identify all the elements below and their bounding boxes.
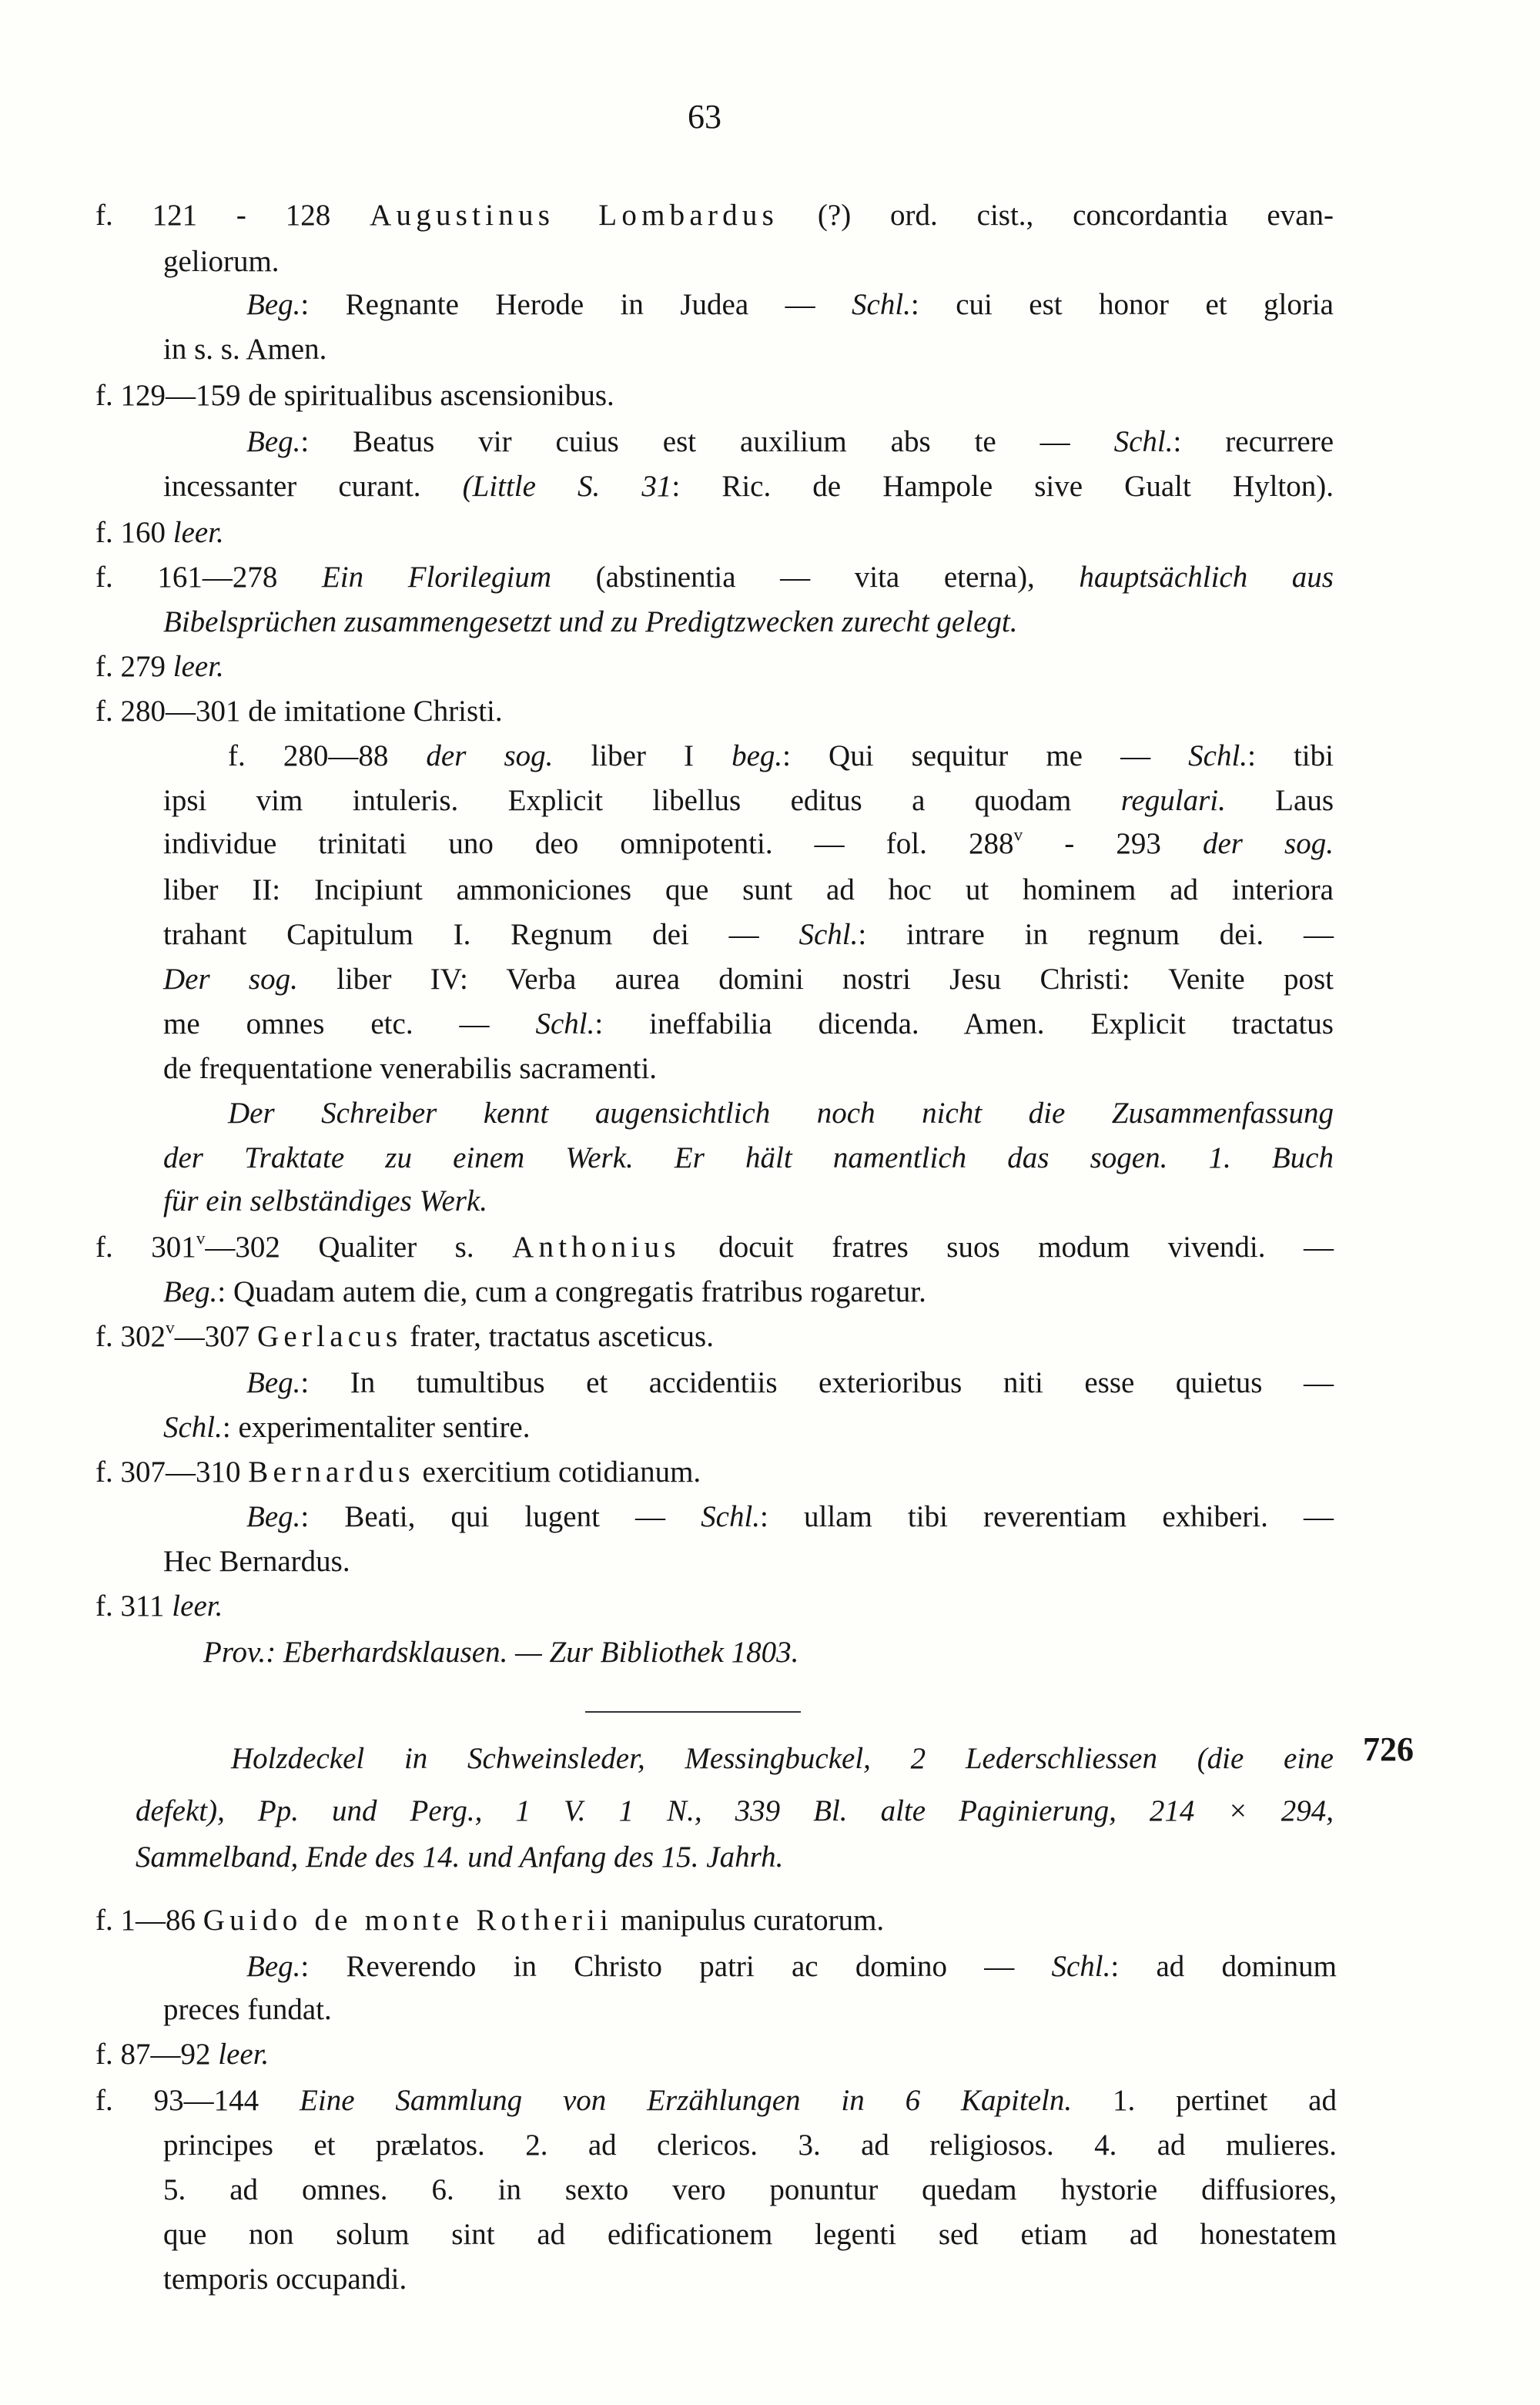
italic-text: der sog. bbox=[1202, 827, 1334, 860]
spaced-name: Augustinus Lombardus bbox=[370, 199, 779, 232]
text-line bbox=[163, 601, 1017, 644]
text-segment: individue trinitati uno deo omnipotenti. — fol. 288 bbox=[163, 827, 1014, 860]
text-segment: : ullam tibi reverentiam exhiberi. — bbox=[760, 1500, 1334, 1533]
italic-text: für ein selbständiges Werk. bbox=[163, 1184, 488, 1218]
italic-text: Beg. bbox=[246, 1950, 301, 1983]
text-line bbox=[95, 556, 1334, 599]
page-number: 63 bbox=[688, 98, 721, 136]
italic-text: Der sog. bbox=[163, 963, 298, 996]
text-line bbox=[163, 465, 1334, 508]
spaced-name: Guido de monte Rotherii bbox=[203, 1904, 614, 1937]
text-segment: f. 1—86 bbox=[95, 1904, 203, 1937]
text-segment: trahant Capitulum I. Regnum dei — bbox=[163, 918, 799, 951]
italic-text: (Little S. 31 bbox=[462, 470, 672, 503]
italic-text: leer. bbox=[172, 650, 224, 683]
italic-text: leer. bbox=[218, 2038, 270, 2071]
text-line bbox=[163, 822, 1334, 866]
text-segment: f. 87—92 bbox=[95, 2038, 219, 2071]
text-segment: 5. ad omnes. 6. in sexto vero ponuntur quedam hystorie diffusiores, bbox=[163, 2173, 1337, 2206]
italic-text: der Traktate zu einem Werk. Er hält namentlich das sogen. 1. Buch bbox=[163, 1141, 1334, 1174]
italic-text: Beg. bbox=[163, 1275, 218, 1308]
text-line bbox=[163, 958, 1334, 1001]
italic-text: Schl. bbox=[701, 1500, 761, 1533]
text-segment: f. 302 bbox=[95, 1320, 166, 1353]
text-line bbox=[163, 328, 326, 371]
text-segment: Hec Bernardus. bbox=[163, 1545, 350, 1578]
italic-text: Schl. bbox=[798, 918, 859, 951]
text-line bbox=[163, 869, 1334, 912]
text-segment: : Regnante Herode in Judea — bbox=[300, 288, 852, 321]
italic-text: leer. bbox=[172, 1589, 223, 1623]
text-line bbox=[163, 1003, 1334, 1046]
text-segment: —307 bbox=[174, 1320, 257, 1353]
spaced-name: Bernardus bbox=[248, 1455, 415, 1489]
superscript: v bbox=[196, 1228, 206, 1249]
text-segment: : ad dominum bbox=[1110, 1950, 1337, 1983]
section-divider bbox=[585, 1711, 801, 1713]
text-segment: 1. pertinet ad bbox=[1072, 2084, 1337, 2117]
text-line bbox=[95, 2033, 269, 2076]
italic-text: Beg. bbox=[246, 425, 301, 458]
text-line bbox=[246, 1496, 1334, 1539]
text-line bbox=[163, 2124, 1337, 2167]
text-segment: : recurrere bbox=[1173, 425, 1334, 458]
italic-text: Beg. bbox=[246, 288, 301, 321]
text-line bbox=[95, 1451, 701, 1494]
text-line bbox=[163, 2169, 1337, 2212]
text-line bbox=[163, 1137, 1334, 1180]
italic-text: Eine Sammlung von Erzählungen in 6 Kapiteln. bbox=[300, 2084, 1073, 2117]
italic-text: Bibelsprüchen zusammengesetzt und zu Predigtzwecken zurecht gelegt. bbox=[163, 605, 1018, 638]
text-segment: exercitium cotidianum. bbox=[414, 1455, 701, 1489]
text-segment: : ineffabilia dicenda. Amen. Explicit tractatus bbox=[594, 1007, 1334, 1040]
text-segment: frater, tractatus asceticus. bbox=[402, 1320, 714, 1353]
italic-text: leer. bbox=[172, 516, 224, 549]
text-line bbox=[136, 1836, 783, 1879]
text-line bbox=[246, 283, 1334, 327]
italic-text: regulari. bbox=[1120, 784, 1226, 817]
italic-text: beg. bbox=[732, 739, 783, 772]
text-line bbox=[163, 1271, 926, 1314]
text-line bbox=[163, 913, 1334, 956]
text-segment: liber IV: Verba aurea domini nostri Jesu Christi: Venite post bbox=[297, 963, 1334, 996]
text-segment: que non solum sint ad edificationem legenti sed etiam ad honestatem bbox=[163, 2218, 1337, 2251]
italic-text: Schl. bbox=[535, 1007, 595, 1040]
italic-text: Der Schreiber kennt augensichtlich noch nicht die Zusammenfassung bbox=[228, 1097, 1334, 1130]
text-segment: geliorum. bbox=[163, 245, 280, 278]
text-line bbox=[246, 420, 1334, 464]
italic-text: Schl. bbox=[1188, 739, 1248, 772]
italic-text: hauptsächlich aus bbox=[1079, 561, 1334, 594]
text-segment: f. 129—159 de spiritualibus ascensionibus. bbox=[95, 379, 614, 412]
italic-text: Ein Florilegium bbox=[321, 561, 552, 594]
text-line bbox=[95, 1899, 884, 1942]
italic-text: Beg. bbox=[246, 1366, 301, 1399]
text-line bbox=[231, 1737, 1334, 1780]
text-segment: manipulus curatorum. bbox=[613, 1904, 885, 1937]
text-segment: f. 280—88 bbox=[228, 739, 427, 772]
text-segment: incessanter curant. bbox=[163, 470, 463, 503]
spaced-name: Gerlacus bbox=[256, 1320, 403, 1353]
text-line bbox=[163, 1180, 487, 1223]
text-line bbox=[163, 2258, 407, 2301]
text-line bbox=[163, 240, 280, 283]
text-segment: —302 Qualiter s. bbox=[205, 1231, 513, 1264]
text-segment: f. 301 bbox=[95, 1231, 196, 1264]
text-segment: temporis occupandi. bbox=[163, 2263, 407, 2296]
text-line bbox=[95, 1585, 223, 1628]
text-segment: ipsi vim intuleris. Explicit libellus editus a quodam bbox=[163, 784, 1121, 817]
text-line bbox=[95, 374, 614, 417]
text-segment: de frequentatione venerabilis sacramenti. bbox=[163, 1052, 658, 1085]
text-segment: me omnes etc. — bbox=[163, 1007, 536, 1040]
text-line bbox=[95, 2079, 1337, 2122]
text-segment: (?) ord. cist., concordantia evan- bbox=[778, 199, 1334, 232]
text-line bbox=[95, 511, 224, 554]
text-line bbox=[163, 1406, 531, 1449]
text-segment: in s. s. Amen. bbox=[163, 333, 327, 366]
italic-text: Holzdeckel in Schweinsleder, Messingbuckel, 2 Lederschliessen (die eine bbox=[231, 1742, 1334, 1775]
superscript: v bbox=[1013, 825, 1023, 846]
text-line bbox=[228, 1092, 1334, 1135]
text-segment: : Quadam autem die, cum a congregatis fratribus rogaretur. bbox=[217, 1275, 926, 1308]
text-line bbox=[163, 1540, 350, 1583]
text-segment: f. 121 - 128 bbox=[95, 199, 370, 232]
text-line bbox=[95, 1226, 1334, 1269]
text-segment: : tibi bbox=[1247, 739, 1334, 772]
text-segment: : Beati, qui lugent — bbox=[300, 1500, 701, 1533]
text-segment: Laus bbox=[1225, 784, 1334, 817]
italic-text: Schl. bbox=[852, 288, 911, 321]
text-line bbox=[228, 735, 1334, 778]
text-segment: : Reverendo in Christo patri ac domino — bbox=[300, 1950, 1052, 1983]
text-segment: docuit fratres suos modum vivendi. — bbox=[680, 1231, 1334, 1264]
text-segment: f. 279 bbox=[95, 650, 173, 683]
text-segment: : Ric. de Hampole sive Gualt Hylton). bbox=[671, 470, 1334, 503]
text-line bbox=[136, 1790, 1334, 1833]
text-line bbox=[95, 194, 1334, 237]
text-segment: : Qui sequitur me — bbox=[782, 739, 1189, 772]
italic-text: Prov.: Eberhardsklausen. — Zur Bibliothek 1803. bbox=[203, 1636, 799, 1669]
text-segment: (abstinentia — vita eterna), bbox=[551, 561, 1080, 594]
text-segment: : Beatus vir cuius est auxilium abs te — bbox=[300, 425, 1114, 458]
text-line bbox=[95, 645, 224, 688]
italic-text: Sammelband, Ende des 14. und Anfang des 15. Jahrh. bbox=[136, 1841, 784, 1874]
text-segment: preces fundat. bbox=[163, 1993, 332, 2026]
text-line bbox=[163, 2213, 1337, 2256]
text-segment: principes et prælatos. 2. ad clericos. 3. ad religiosos. 4. ad mulieres. bbox=[163, 2129, 1337, 2162]
text-line bbox=[95, 1315, 714, 1358]
text-line bbox=[246, 1362, 1334, 1405]
text-segment: : In tumultibus et accidentiis exterioribus niti esse quietus — bbox=[300, 1366, 1334, 1399]
text-line bbox=[163, 1047, 657, 1090]
text-segment: : cui est honor et gloria bbox=[910, 288, 1334, 321]
text-segment: liber I bbox=[553, 739, 732, 772]
italic-text: Schl. bbox=[1051, 1950, 1111, 1983]
text-line bbox=[163, 779, 1334, 822]
italic-text: defekt), Pp. und Perg., 1 V. 1 N., 339 Bl. alte Paginierung, 214 × 294, bbox=[136, 1794, 1334, 1827]
italic-text: der sog. bbox=[426, 739, 554, 772]
text-segment: : intrare in regnum dei. — bbox=[858, 918, 1334, 951]
text-line bbox=[95, 690, 503, 733]
spaced-name: Anthonius bbox=[512, 1231, 681, 1264]
text-segment: f. 161—278 bbox=[95, 561, 322, 594]
text-segment: f. 93—144 bbox=[95, 2084, 300, 2117]
italic-text: Beg. bbox=[246, 1500, 301, 1533]
italic-text: Schl. bbox=[1113, 425, 1173, 458]
text-segment: f. 307—310 bbox=[95, 1455, 249, 1489]
text-segment: - 293 bbox=[1023, 827, 1203, 860]
manuscript-number: 726 bbox=[1363, 1730, 1414, 1768]
text-segment: : experimentaliter sentire. bbox=[222, 1411, 531, 1444]
text-line bbox=[163, 1988, 332, 2032]
text-segment: f. 311 bbox=[95, 1589, 172, 1623]
italic-text: Schl. bbox=[163, 1411, 223, 1444]
text-segment: liber II: Incipiunt ammoniciones que sunt ad hoc ut hominem ad interiora bbox=[163, 873, 1334, 906]
text-segment: f. 280—301 de imitatione Christi. bbox=[95, 695, 503, 728]
superscript: v bbox=[166, 1318, 175, 1338]
text-segment: f. 160 bbox=[95, 516, 173, 549]
text-line bbox=[246, 1945, 1337, 1988]
text-line bbox=[203, 1631, 798, 1674]
